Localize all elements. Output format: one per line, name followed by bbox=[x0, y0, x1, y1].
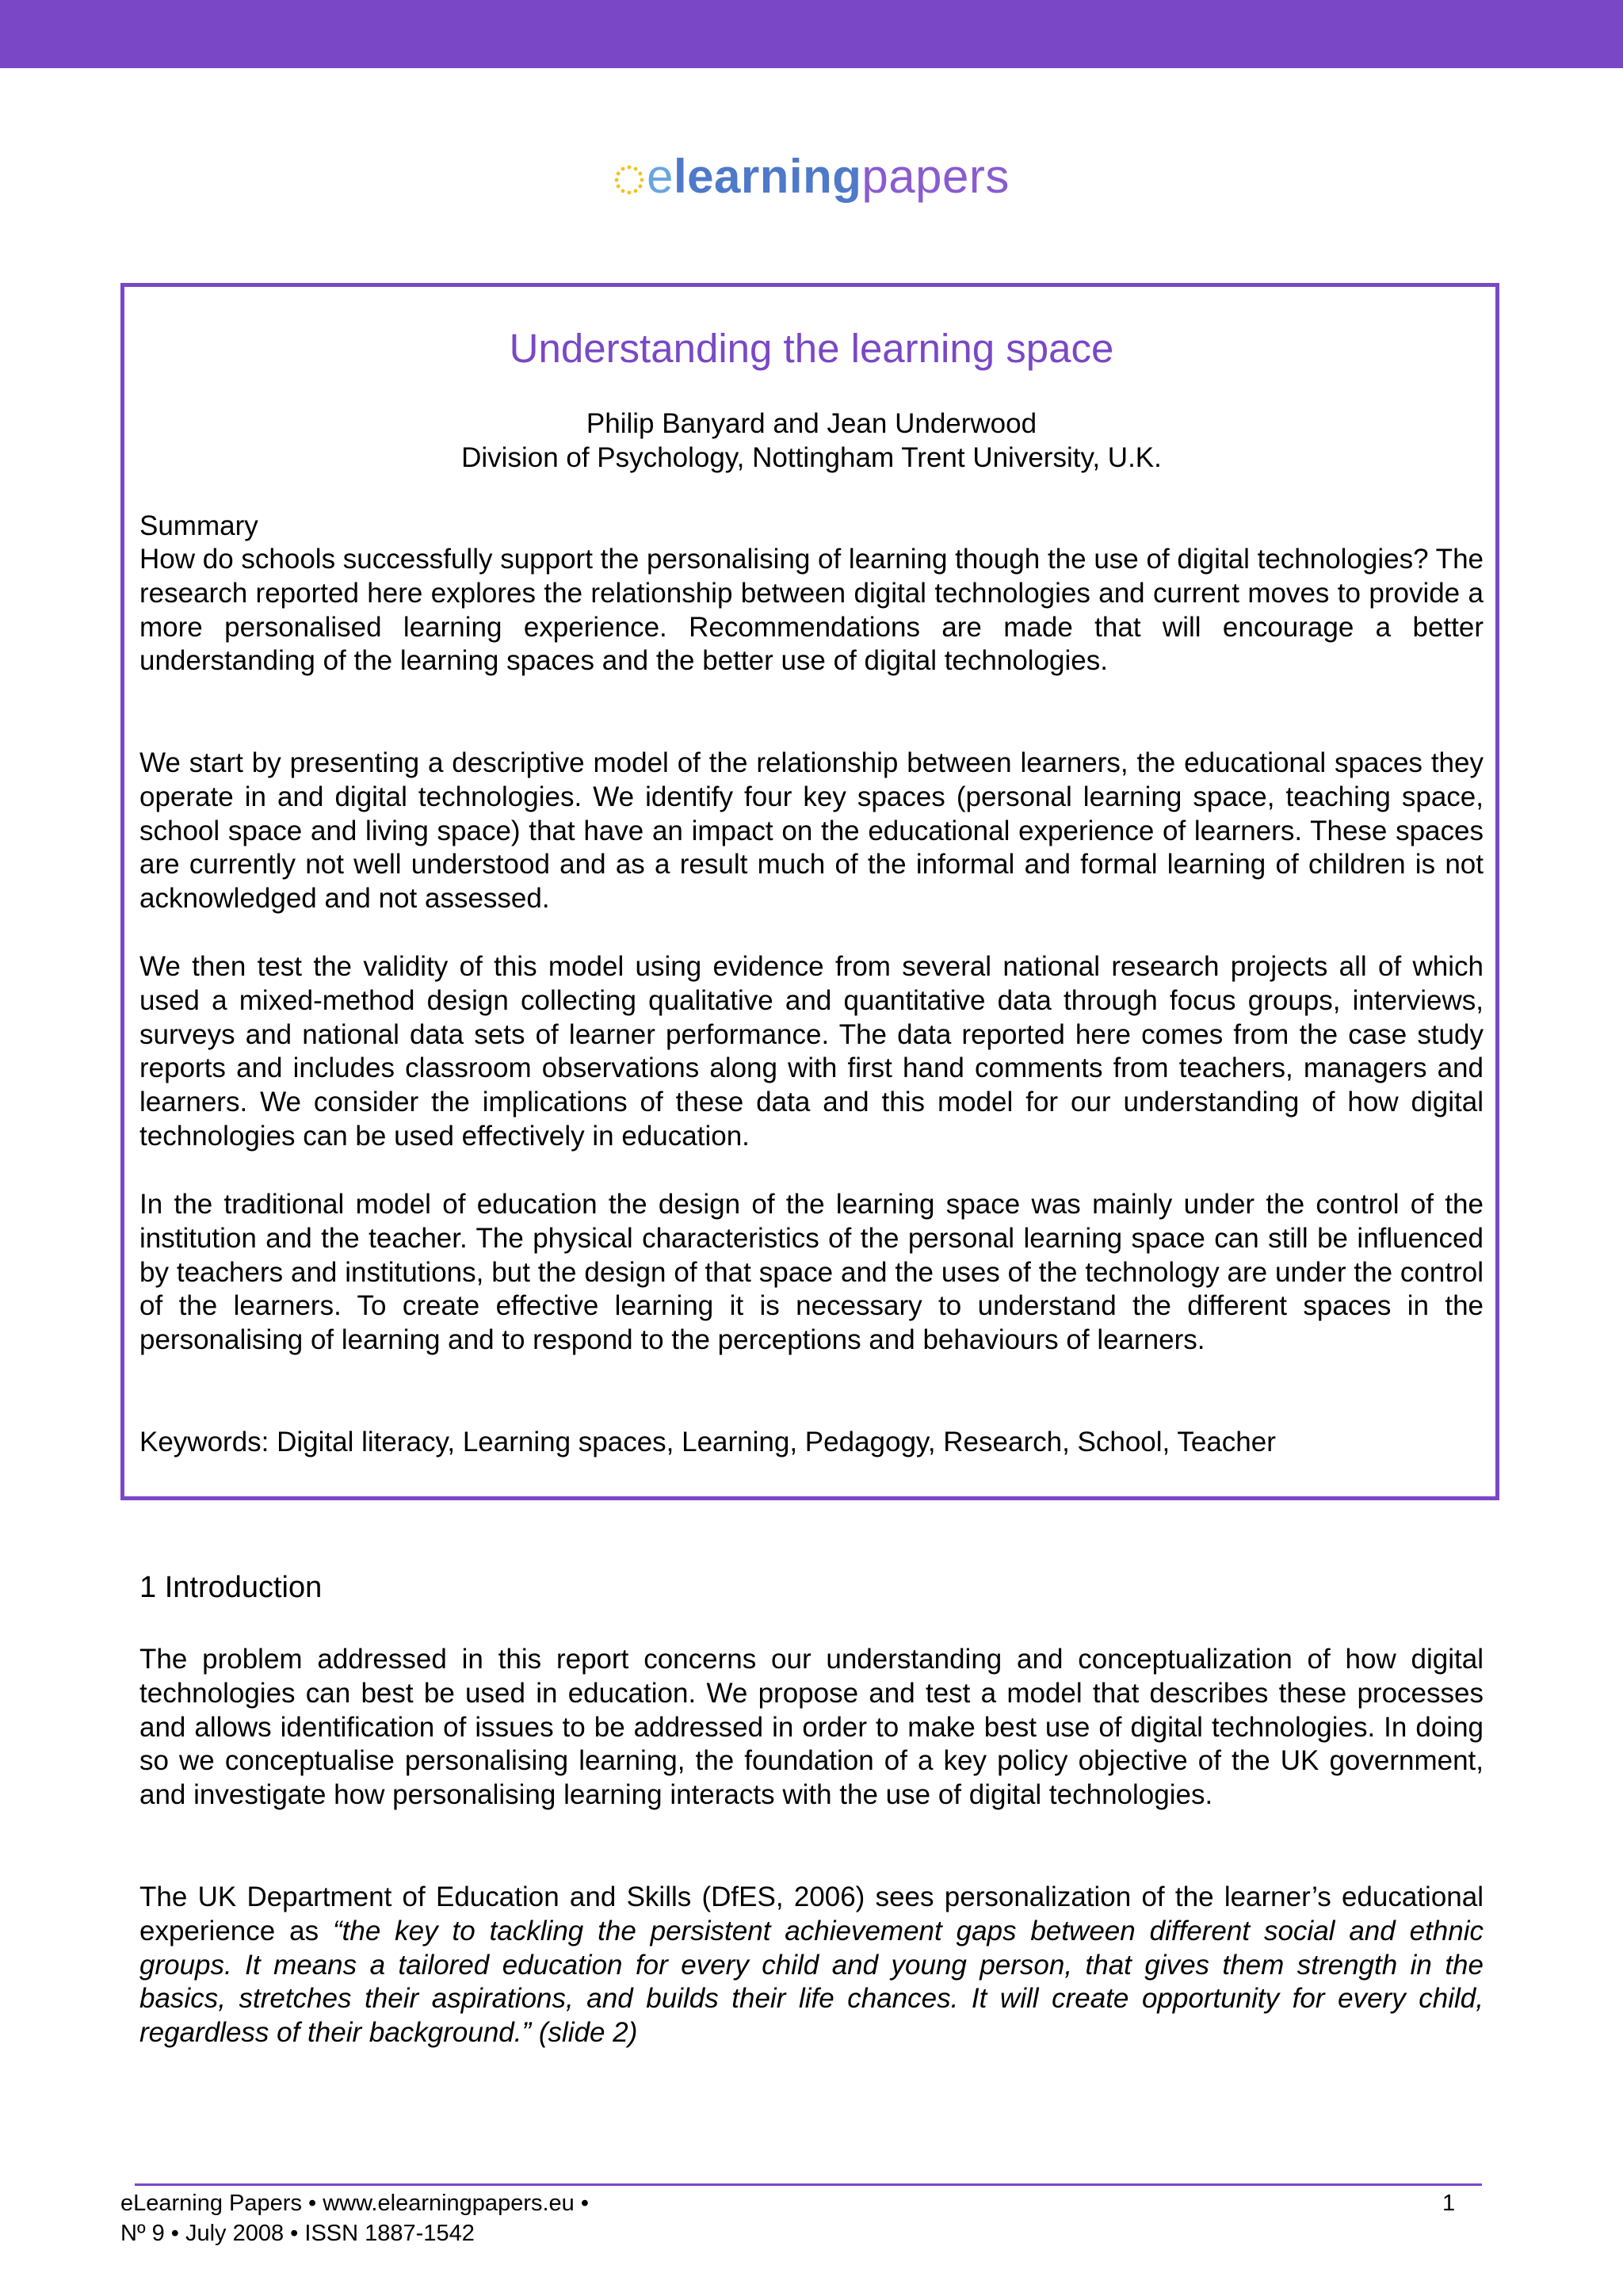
summary-paragraph-2 bbox=[139, 747, 1484, 916]
keywords-line bbox=[139, 1426, 1484, 1460]
summary-heading: Summary bbox=[139, 510, 258, 541]
summary-paragraph-1 bbox=[139, 543, 1484, 678]
introduction-paragraph-2 bbox=[139, 1881, 1484, 2050]
introduction-paragraph-lead: The UK Department of Education and Skills (DfES, 2006) sees personalization of the learner’s educational experience as bbox=[139, 1881, 1484, 1946]
keywords-list: Digital literacy, Learning spaces, Learning, Pedagogy, Research, School, Teacher bbox=[269, 1427, 1276, 1457]
dfes-quote: “the key to tackling the persistent achievement gaps between different social and ethnic groups. It means a tailored education for every child and young person, that gives them strength in the basics, stretches their aspirations, and builds their life chances. It will create opportunity for every child, regardless of their background.” (slide 2) bbox=[139, 1915, 1484, 2049]
footer-journal-line: eLearning Papers • www.elearningpapers.eu • bbox=[120, 2191, 590, 2216]
summary-paragraph-text: We start by presenting a descriptive model of the relationship between learners, the educational spaces they operate in and digital technologies. We identify four key spaces (personal learning space, teaching space, school space and living space) that have an impact on the educational experience of learners. These spaces are currently not well understood and as a result much of the informal and formal learning of children is not acknowledged and not assessed. bbox=[139, 747, 1484, 915]
introduction-heading: 1 Introduction bbox=[139, 1571, 323, 1604]
summary-paragraph-text: In the traditional model of education the design of the learning space was mainly under the control of the institution and the teacher. The physical characteristics of the personal learning space can still be influenced by teachers and institutions, but the design of that space and the uses of the technology are under the control of the learners. To create effective learning it is necessary to understand the different spaces in the personalising of learning and to respond to the perceptions and behaviours of learners. bbox=[139, 1189, 1484, 1356]
page-number: 1 bbox=[1442, 2191, 1456, 2216]
article-authors: Philip Banyard and Jean Underwood bbox=[586, 408, 1037, 439]
article-title: Understanding the learning space bbox=[509, 326, 1114, 371]
eu-stars-icon bbox=[613, 164, 645, 196]
footer-divider bbox=[135, 2183, 1482, 2186]
summary-paragraph-text: How do schools successfully support the personalising of learning though the use of digital technologies? The research reported here explores the relationship between digital technologies and current moves to provide a more personalised learning experience. Recommendations are made that will encourage a better understanding of the learning spaces and the better use of digital technologies. bbox=[139, 544, 1484, 677]
summary-paragraph-3 bbox=[139, 950, 1484, 1154]
top-banner bbox=[0, 0, 1623, 68]
summary-paragraph-text: We then test the validity of this model using evidence from several national research projects all of which used a mixed-method design collecting qualitative and quantitative data through focus groups, interviews, surveys and national data sets of learner performance. The data reported here comes from the case study reports and includes classroom observations along with first hand comments from teachers, managers and learners. We consider the implications of these data and this model for our understanding of how digital technologies can be used effectively in education. bbox=[139, 951, 1484, 1152]
introduction-paragraph-1 bbox=[139, 1643, 1484, 1813]
article-affiliation: Division of Psychology, Nottingham Trent University, U.K. bbox=[461, 442, 1162, 473]
elearningpapers-logo bbox=[0, 149, 1623, 204]
introduction-paragraph-text: The problem addressed in this report concerns our understanding and conceptualization of how digital technologies can best be used in education. We propose and test a model that describes these processes and allows identification of issues to be addressed in order to make best use of digital technologies. In doing so we conceptualise personalising learning, the foundation of a key policy objective of the UK government, and investigate how personalising learning interacts with the use of digital technologies. bbox=[139, 1644, 1484, 1811]
logo-part-papers: papers bbox=[861, 150, 1010, 203]
keywords-label: Keywords: bbox=[139, 1427, 269, 1457]
footer-issue-line: Nº 9 • July 2008 • ISSN 1887-1542 bbox=[120, 2221, 475, 2246]
summary-paragraph-4 bbox=[139, 1188, 1484, 1358]
logo-part-e: e bbox=[647, 150, 674, 203]
logo-part-learning: learning bbox=[674, 150, 862, 203]
